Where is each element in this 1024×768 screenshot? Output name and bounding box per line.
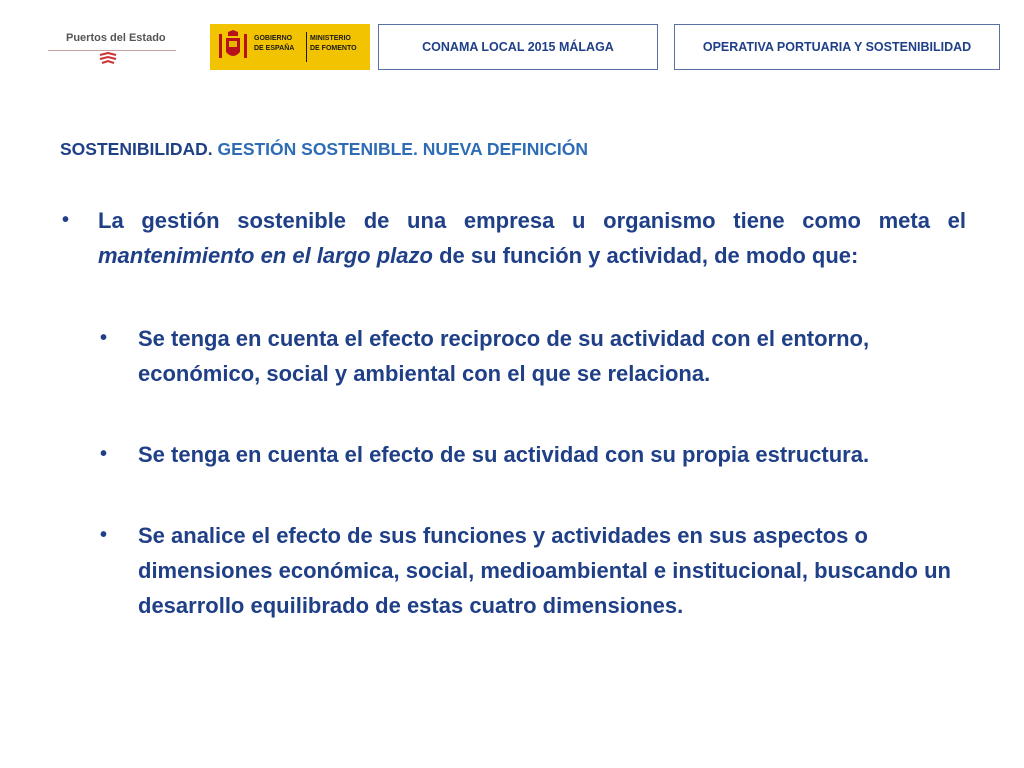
conama-header-box: CONAMA LOCAL 2015 MÁLAGA [378,24,658,70]
bullet-marker: • [62,209,70,231]
bullet-marker: • [100,524,108,546]
main-bullet-before: La gestión sostenible de una empresa u organismo tiene como meta el [98,208,966,233]
section-title [60,139,588,160]
logo-divider [48,50,176,51]
puertos-del-estado-logo [48,28,176,68]
sub-bullet-1 [100,321,970,391]
ministry-label [310,34,357,54]
ministry-line1: MINISTERIO [310,35,351,42]
sub-bullet-3 [100,518,970,623]
main-bullet-text [98,203,966,273]
title-part1: SOSTENIBILIDAD. [60,139,213,159]
sub-bullet-text: Se analice el efecto de sus funciones y actividades en sus aspectos o dimensiones económica, social, medioambiental e institucional, buscando un desarrollo equilibrado de estas cuatro dimensiones. [138,523,951,618]
gobierno-espana-logo [210,24,370,70]
sub-bullet-text: Se tenga en cuenta el efecto reciproco de su actividad con el entorno, económico, social y ambiental con el que se relaciona. [138,326,870,386]
sub-bullet-text: Se tenga en cuenta el efecto de su actividad con su propia estructura. [138,442,870,467]
wave-stripes-icon [98,52,118,64]
logo-name: Puertos del Estado [66,32,166,44]
title-part2: GESTIÓN SOSTENIBLE. NUEVA DEFINICIÓN [217,139,588,159]
bullet-marker: • [100,327,108,349]
gov-label [254,34,294,54]
operativa-header-box: OPERATIVA PORTUARIA Y SOSTENIBILIDAD [674,24,1000,70]
gov-line2: DE ESPAÑA [254,45,295,52]
main-bullet-after: de su función y actividad, de modo que: [432,243,859,268]
main-bullet-italic: mantenimiento en el largo plazo [98,243,433,268]
bullet-marker: • [100,443,108,465]
gov-separator [306,32,307,62]
gov-line1: GOBIERNO [254,35,293,42]
ministry-line2: DE FOMENTO [310,45,357,52]
sub-bullet-2 [100,437,970,472]
coat-of-arms-icon [218,30,248,64]
main-bullet [62,203,966,273]
